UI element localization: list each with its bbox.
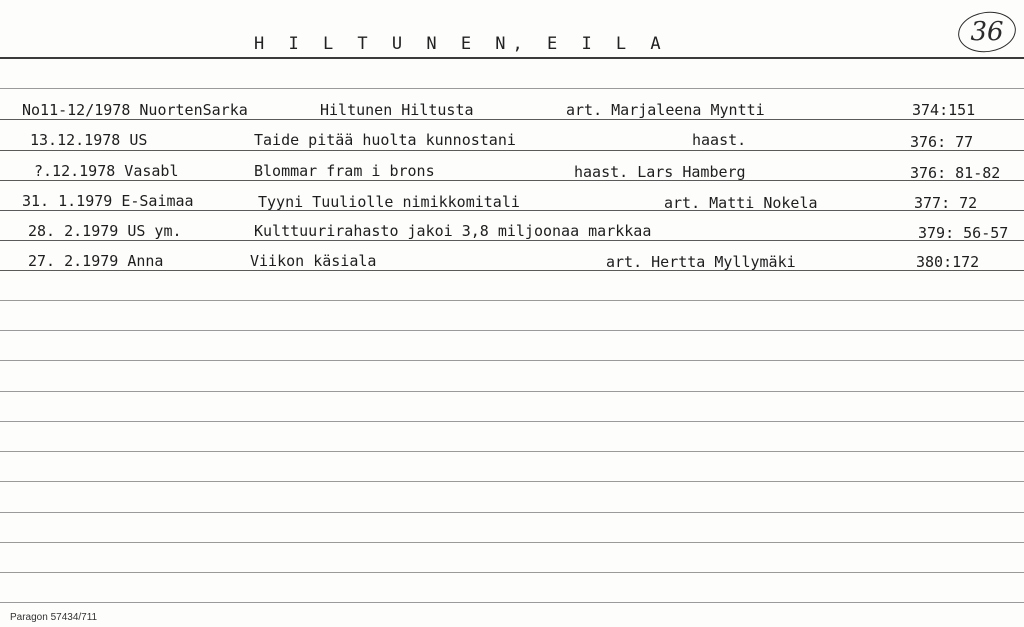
entry-ref: 377: 72 <box>914 194 978 212</box>
ruled-line <box>0 330 1024 331</box>
entry-credit: haast. <box>692 131 747 149</box>
entry-title: Blommar fram i brons <box>254 162 435 180</box>
entry-ref: 380:172 <box>916 253 980 271</box>
entry-credit: art. Hertta Myllymäki <box>606 253 796 271</box>
ruled-line <box>0 180 1024 181</box>
entry-date-source: ?.12.1978 Vasabl <box>34 162 179 180</box>
ruled-line <box>0 512 1024 513</box>
ruled-line <box>0 119 1024 120</box>
ruled-line <box>0 300 1024 301</box>
ruled-line <box>0 481 1024 482</box>
ruled-line <box>0 391 1024 392</box>
entry-credit: art. Matti Nokela <box>664 194 818 212</box>
ruled-line <box>0 542 1024 543</box>
ruled-line <box>0 360 1024 361</box>
entry-date-source: 13.12.1978 US <box>30 131 148 149</box>
entry-ref: 374:151 <box>912 101 976 119</box>
ruled-line <box>0 270 1024 271</box>
entry-date-source: 28. 2.1979 US ym. <box>28 222 182 240</box>
entry-title: Viikon käsiala <box>250 252 377 270</box>
card-number-handwritten: 36 <box>970 17 1004 47</box>
header-rule <box>0 57 1024 59</box>
ruled-line <box>0 602 1024 603</box>
entry-date-source: No11-12/1978 NuortenSarka <box>22 101 248 119</box>
entry-title: Hiltunen Hiltusta <box>320 101 474 119</box>
ruled-line <box>0 240 1024 241</box>
entry-credit: art. Marjaleena Myntti <box>566 101 765 119</box>
ruled-line <box>0 88 1024 89</box>
card-printer-mark: Paragon 57434/711 <box>10 612 98 623</box>
entry-credit: haast. Lars Hamberg <box>574 163 746 181</box>
entry-title: Kulttuurirahasto jakoi 3,8 miljoonaa markkaa <box>254 222 652 240</box>
ruled-line <box>0 421 1024 422</box>
card-heading-name: H I L T U N E N, E I L A <box>254 34 668 54</box>
entry-date-source: 31. 1.1979 E-Saimaa <box>22 192 194 210</box>
entry-ref: 376: 81-82 <box>910 164 1001 182</box>
entry-ref: 376: 77 <box>910 133 974 151</box>
ruled-line <box>0 572 1024 573</box>
entry-ref: 379: 56-57 <box>918 224 1009 242</box>
entry-title: Tyyni Tuuliolle nimikkomitali <box>258 193 520 211</box>
entry-title: Taide pitää huolta kunnostani <box>254 131 516 149</box>
entry-date-source: 27. 2.1979 Anna <box>28 252 164 270</box>
ruled-line <box>0 150 1024 151</box>
ruled-line <box>0 451 1024 452</box>
